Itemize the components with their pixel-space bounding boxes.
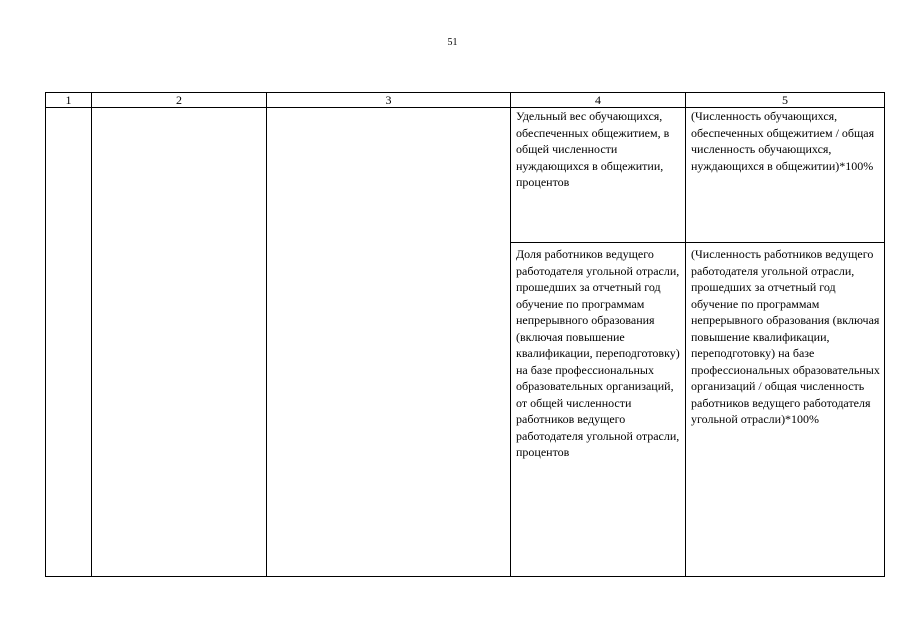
page-number: 51 (447, 37, 458, 48)
table-header-row (46, 93, 885, 108)
cell-indicator (511, 243, 686, 577)
column-header-3: 3 (267, 93, 511, 108)
cell-col3 (267, 108, 511, 577)
column-header-5: 5 (686, 93, 885, 108)
cell-formula (686, 243, 885, 577)
cell-col1 (46, 108, 92, 577)
column-header-1: 1 (46, 93, 92, 108)
cell-col2 (92, 108, 267, 577)
table-row (46, 108, 885, 243)
column-header-4: 4 (511, 93, 686, 108)
cell-formula (686, 108, 885, 243)
cell-indicator (511, 108, 686, 243)
column-header-2: 2 (92, 93, 267, 108)
data-table (45, 92, 885, 577)
indicator-text: Удельный вес обучающихся, обеспеченных общежитием, в общей численности нуждающихся в общежитии, процентов (516, 109, 670, 189)
formula-text: (Численность работников ведущего работодателя угольной отрасли, прошедших за отчетный год обучение по программам непрерывного образования (включая повышение квалификации, переподготовку) на базе профессиональных образовательных организаций / общая численность работников ведущего работодателя угольной отрасли)*100% (691, 247, 880, 426)
formula-text: (Численность обучающихся, обеспеченных общежитием / общая численность обучающихся, нуждающихся в общежитии)*100% (691, 109, 875, 173)
indicator-text: Доля работников ведущего работодателя угольной отрасли, прошедших за отчетный год обучение по программам непрерывного образования (включая повышение квалификации, переподготовку) на базе профессиональных образовательных организаций, от общей численности работников ведущего работодателя угольной отрасли, процентов (516, 247, 680, 459)
